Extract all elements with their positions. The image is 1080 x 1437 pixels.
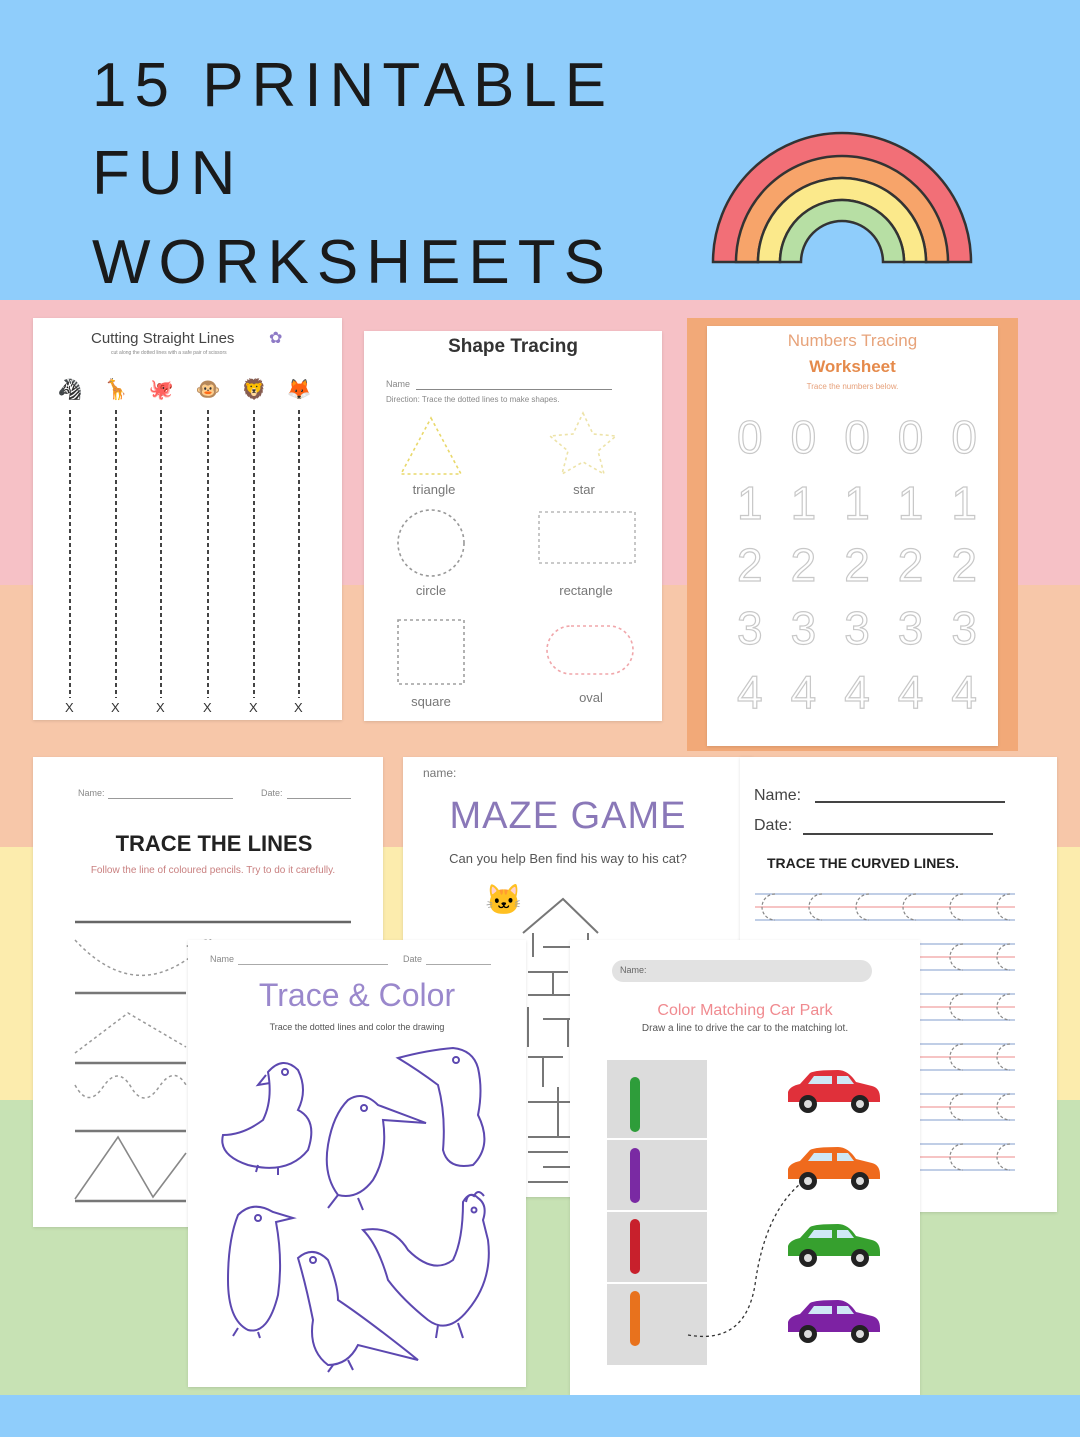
cutting-lines-sheet — [33, 318, 342, 720]
shape-label-rectangle: rectangle — [559, 583, 613, 598]
number-glyph: 3 — [897, 602, 924, 654]
trace-lines-instruction: Follow the line of coloured pencils. Try to do it carefully. — [90, 865, 336, 876]
shape-name-label: Name — [386, 379, 411, 389]
cut-mark: X — [156, 700, 165, 715]
number-glyph: 1 — [897, 477, 924, 529]
number-row-0 — [737, 410, 977, 464]
curve-row — [920, 1144, 1015, 1170]
match-line — [688, 1180, 805, 1336]
car-icon — [788, 1070, 880, 1113]
number-glyph: 2 — [897, 539, 924, 591]
triangle-shape — [401, 418, 461, 474]
cut-mark: X — [294, 700, 303, 715]
number-row-3 — [737, 601, 977, 655]
number-glyph: 1 — [951, 477, 977, 529]
car-park-instruction: Draw a line to drive the car to the matching lot. — [641, 1023, 849, 1034]
number-glyph: 2 — [790, 539, 817, 591]
number-glyph: 4 — [790, 666, 817, 718]
maze-name-label: name: — [423, 766, 457, 780]
monkey-icon: 🐵 — [195, 379, 221, 401]
number-glyph: 3 — [737, 602, 763, 654]
number-glyph: 0 — [790, 411, 817, 463]
maze-question: Can you help Ben find his way to his cat? — [449, 851, 687, 866]
number-row-1 — [737, 476, 977, 530]
cutting-title: Cutting Straight Lines — [91, 330, 235, 347]
zigzag-path — [75, 1075, 186, 1098]
cut-mark: X — [203, 700, 212, 715]
number-glyph: 0 — [844, 411, 870, 463]
square-shape — [398, 620, 464, 684]
title-line-2: FUN — [92, 139, 244, 208]
number-row-4 — [737, 665, 977, 719]
numbers-subtitle: Trace the numbers below. — [806, 382, 899, 391]
shape-outlines — [364, 331, 662, 721]
zebra-icon: 🦓 — [57, 379, 83, 401]
curve-row — [755, 894, 1015, 920]
dove-drawing — [298, 1252, 418, 1372]
octopus-icon: 🐙 — [148, 379, 174, 401]
cut-mark: X — [111, 700, 120, 715]
trace-color-date-label: Date — [403, 954, 423, 964]
fox-icon: 🦊 — [286, 379, 312, 401]
number-glyph: 2 — [951, 539, 977, 591]
rainbow-icon — [0, 0, 1080, 300]
curve-row — [920, 994, 1015, 1020]
trace-color-name-label: Name — [210, 954, 235, 964]
number-row-2 — [737, 538, 977, 592]
number-glyph: 0 — [737, 411, 763, 463]
curve-row — [920, 1044, 1015, 1070]
number-glyph: 0 — [951, 411, 977, 463]
rectangle-shape — [539, 512, 635, 563]
seabird-drawing — [398, 1048, 484, 1166]
rooster-drawing — [363, 1192, 489, 1338]
number-glyph: 1 — [844, 477, 870, 529]
cutting-subtitle: cut along the dotted lines with a safe pair of scissors — [111, 350, 227, 356]
number-glyph: 0 — [897, 411, 924, 463]
shape-title: Shape Tracing — [448, 336, 578, 357]
number-glyph: 4 — [844, 666, 870, 718]
title-line-3: WORKSHEETS — [92, 228, 613, 297]
car-icon — [788, 1147, 880, 1190]
title-line-1: 15 PRINTABLE — [92, 51, 615, 120]
curve-row — [920, 1094, 1015, 1120]
shape-label-circle: circle — [415, 583, 447, 598]
car-park-sheet — [570, 940, 920, 1395]
number-glyph: 4 — [897, 666, 924, 718]
oval-shape — [547, 626, 633, 674]
maze-title: MAZE GAME — [449, 795, 687, 837]
number-glyph: 4 — [737, 666, 763, 718]
number-glyph: 3 — [790, 602, 817, 654]
number-glyph: 2 — [844, 539, 870, 591]
trace-color-instruction: Trace the dotted lines and color the drawing — [269, 1022, 445, 1032]
band-sky-bottom — [0, 1395, 1080, 1437]
curve-row — [920, 944, 1015, 970]
trace-color-title: Trace & Color — [258, 977, 456, 1013]
curved-name-label: Name: — [754, 787, 802, 804]
cars — [570, 940, 920, 1395]
bird-drawings — [188, 940, 526, 1387]
star-shape — [550, 413, 616, 474]
trace-color-sheet — [188, 940, 526, 1387]
number-glyph: 1 — [737, 477, 763, 529]
lion-icon: 🦁 — [241, 379, 267, 401]
car-park-name-label: Name: — [620, 965, 647, 975]
car-park-title: Color Matching Car Park — [657, 1002, 833, 1019]
shape-direction: Direction: Trace the dotted lines to make shapes. — [386, 395, 560, 404]
cutting-lines — [33, 318, 342, 720]
car-icon — [788, 1300, 880, 1343]
number-glyph: 2 — [737, 539, 763, 591]
curved-title: TRACE THE CURVED LINES. — [767, 855, 959, 871]
cut-mark: X — [65, 700, 74, 715]
shape-label-star: star — [573, 482, 595, 497]
numbers-tracing-sheet — [707, 326, 998, 746]
shape-tracing-sheet — [364, 331, 662, 721]
car-icon — [788, 1224, 880, 1267]
toucan-drawing — [327, 1096, 426, 1210]
numbers-title-1: Numbers Tracing — [787, 331, 918, 350]
circle-shape — [398, 510, 464, 576]
giraffe-icon: 🦒 — [103, 379, 129, 401]
penguin-drawing — [228, 1207, 293, 1338]
cat-icon: 🐱 — [485, 884, 523, 917]
numbers-title-2: Worksheet — [809, 357, 896, 376]
curved-date-label: Date: — [754, 817, 793, 834]
triangle-path — [75, 1137, 186, 1199]
shape-label-triangle: triangle — [412, 482, 456, 497]
trace-lines-title: TRACE THE LINES — [115, 831, 313, 856]
flower-icon: ✿ — [269, 330, 283, 347]
number-glyph: 1 — [790, 477, 817, 529]
number-glyph: 4 — [951, 666, 977, 718]
number-glyph: 3 — [844, 602, 870, 654]
shape-label-oval: oval — [579, 690, 603, 705]
peak-path — [75, 1013, 186, 1053]
number-glyph: 3 — [951, 602, 977, 654]
cut-mark: X — [249, 700, 258, 715]
duck-drawing — [222, 1063, 311, 1175]
shape-label-square: square — [411, 694, 451, 709]
trace-lines-name-label: Name: — [78, 788, 105, 798]
trace-lines-date-label: Date: — [261, 788, 283, 798]
